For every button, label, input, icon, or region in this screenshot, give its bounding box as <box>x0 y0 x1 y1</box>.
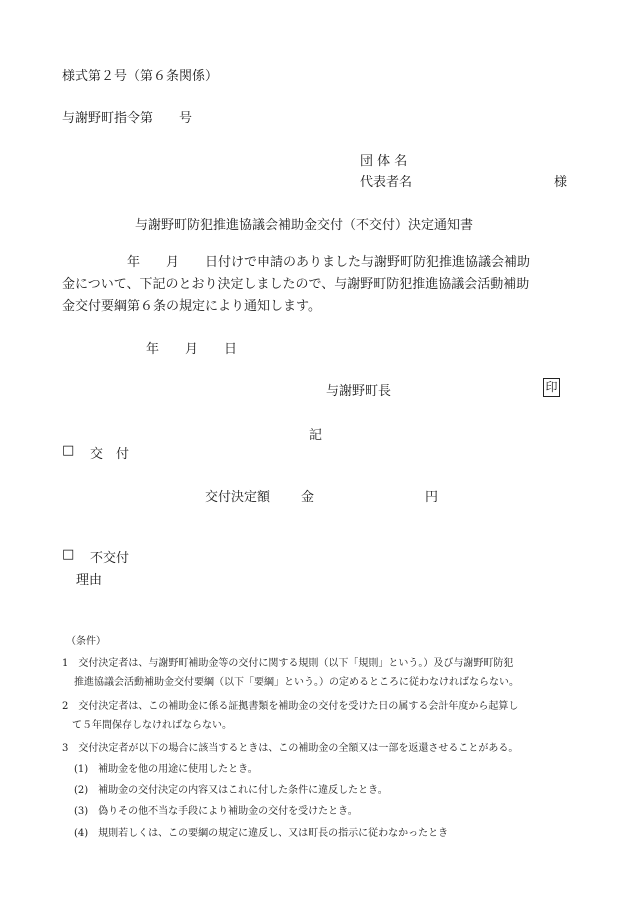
grant-amount-label: 交付決定額 <box>205 490 271 505</box>
condition-line: て５年間保存しなければならない。 <box>72 720 232 731</box>
representative-name-label: 代表者名 <box>360 175 413 190</box>
grant-checkbox[interactable]: □ <box>62 443 75 458</box>
reason-label: 理由 <box>76 573 103 588</box>
condition-line: 推進協議会活動補助金交付要綱（以下「要綱」という。）の定めるところに従わなければならない。 <box>74 677 519 688</box>
conditions-heading: （条件） <box>66 636 106 647</box>
condition-line: 1 交付決定者は、与謝野町補助金等の交付に関する規則（以下「規則」という。）及び与謝野町防犯 <box>62 658 514 669</box>
notice-body <box>62 252 572 318</box>
condition-line: 3 交付決定者が以下の場合に該当するときは、この補助金の全額又は一部を返還させることがある。 <box>62 743 519 754</box>
nongrant-label: 不交付 <box>90 551 130 566</box>
notice-body-line: 金交付要綱第６条の規定により通知します。 <box>62 299 321 314</box>
ki-heading: 記 <box>309 428 323 443</box>
condition-subitem: (3) 偽りその他不当な手段により補助金の交付を受けたとき。 <box>74 806 358 817</box>
document-title: 与謝野町防犯推進協議会補助金交付（不交付）決定通知書 <box>135 218 474 233</box>
condition-line: 2 交付決定者は、この補助金に係る証拠書類を補助金の交付を受けた日の属する会計年度から起算し <box>62 701 519 712</box>
form-number: 様式第２号（第６条関係） <box>62 69 219 84</box>
notice-body-line: 年 月 日付けで申請のありました与謝野町防犯推進協議会補助 <box>62 255 531 270</box>
condition-subitem: (4) 規則若しくは、この要綱の規定に違反し、又は町長の指示に従わなかったとき <box>74 828 449 839</box>
notice-body-line: 金について、下記のとおり決定しましたので、与謝野町防犯推進協議会活動補助 <box>62 277 530 292</box>
organization-name-label: 団 体 名 <box>360 154 408 169</box>
issuer-name: 与謝野町長 <box>326 384 392 399</box>
seal-mark: 印 <box>543 378 560 397</box>
yen-label: 円 <box>425 490 439 505</box>
honorific: 様 <box>554 175 568 190</box>
condition-subitem: (2) 補助金の交付決定の内容又はこれに付した条件に違反したとき。 <box>74 785 388 796</box>
kin-label: 金 <box>301 490 315 505</box>
document-number: 与謝野町指令第 号 <box>62 111 193 126</box>
grant-label: 交 付 <box>90 447 130 462</box>
nongrant-checkbox[interactable]: □ <box>62 547 75 562</box>
notice-date: 年 月 日 <box>146 342 238 357</box>
condition-subitem: (1) 補助金を他の用途に使用したとき。 <box>74 764 258 775</box>
